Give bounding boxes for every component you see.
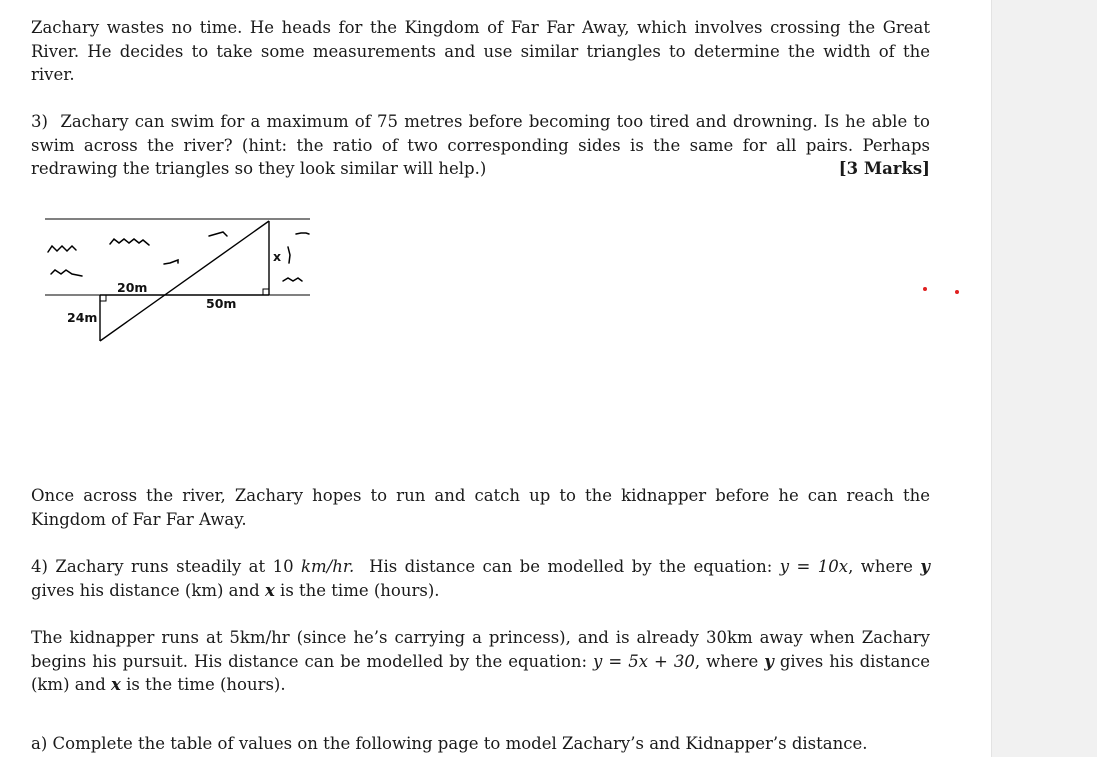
question-4: 4) Zachary runs steadily at 10 km/hr. His distance can be modelled by the equation: y = 10x, where y gives his distance (km) and x is the time (hours). <box>31 557 930 600</box>
intro-paragraph: Zachary wastes no time. He heads for the Kingdom of Far Far Away, which involves crossing the Great River. He decides to take some measurements and use similar triangles to determine the width of the river. <box>31 18 930 84</box>
label-x: x <box>273 249 282 264</box>
kidnapper-equation: y = 5x + 30 <box>593 651 695 671</box>
zachary-equation: y = 10x <box>779 557 849 576</box>
kidnapper-paragraph: The kidnapper runs at 5km/hr (since he’s carrying a princess), and is already 30km away when Zachary begins his pursuit. His distance can be modelled by the equation: y = 5x + 30, where y gives his distance (km) and x is the time (hours). <box>31 628 931 694</box>
right-angle-marker-small <box>100 295 106 301</box>
question-3-number: 3) <box>31 112 48 131</box>
speed-unit: km/hr. <box>301 557 355 576</box>
red-annotation-dot <box>923 287 927 291</box>
label-20m: 20m <box>117 280 148 295</box>
question-3-text: Zachary can swim for a maximum of 75 metres before becoming too tired and drowning. Is he able to swim across the river? (hint: the ratio of two corresponding sides is the same for all pairs. Perhaps redrawing the triangles so they look similar will help.) <box>31 112 930 178</box>
label-50m: 50m <box>206 296 237 311</box>
right-angle-marker-large <box>263 289 269 295</box>
similar-triangles-diagram <box>40 212 330 352</box>
question-3 <box>31 110 930 181</box>
label-24m: 24m <box>67 310 98 325</box>
red-annotation-dot <box>955 290 959 294</box>
question-4a: a) Complete the table of values on the following page to model Zachary’s and Kidnapper’s distance. <box>31 734 868 753</box>
water-waves <box>48 232 309 281</box>
across-river-paragraph: Once across the river, Zachary hopes to run and catch up to the kidnapper before he can reach the Kingdom of Far Far Away. <box>31 486 930 529</box>
question-3-marks: [3 Marks] <box>838 159 930 178</box>
